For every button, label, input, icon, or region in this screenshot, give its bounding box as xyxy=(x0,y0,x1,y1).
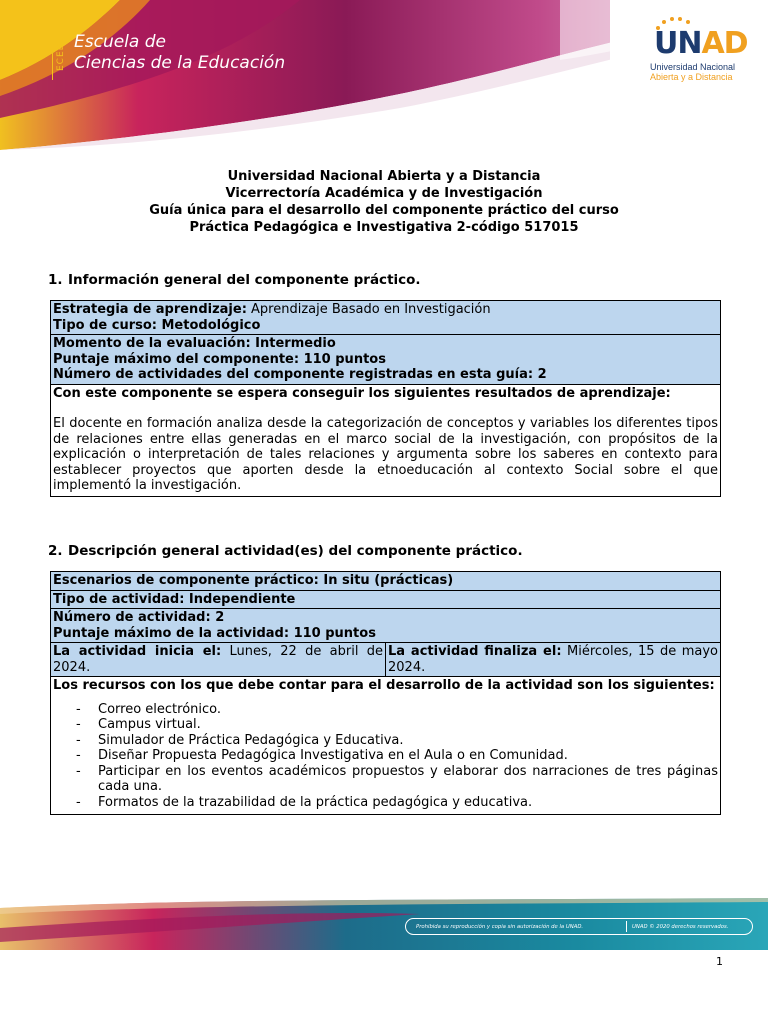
logo-wordmark xyxy=(650,22,750,62)
outcomes-heading: Con este componente se espera conseguir los siguientes resultados de aprendizaje: xyxy=(53,385,671,401)
end-label: La actividad finaliza el: xyxy=(388,644,562,659)
page-number: 1 xyxy=(716,955,723,968)
list-item: - Participar en los eventos académicos propuestos y elaborar dos narraciones de tres páginas cada una. xyxy=(53,764,718,795)
activity-score-cell xyxy=(51,609,721,643)
general-info-table xyxy=(50,300,721,497)
table-row xyxy=(51,677,721,815)
list-item: - Formatos de la trazabilidad de la práctica pedagógica y educativa. xyxy=(53,795,718,811)
title-line-1: Universidad Nacional Abierta y a Distancia xyxy=(227,169,541,184)
resources-heading: Los recursos con los que debe contar para el desarrollo de la actividad son los siguientes: xyxy=(53,678,715,693)
strategy-value: Aprendizaje Basado en Investigación xyxy=(246,302,491,317)
table-row xyxy=(51,572,721,591)
footer-copyright: UNAD © 2020 derechos reservados. xyxy=(632,923,729,930)
resources-list xyxy=(53,702,718,811)
title-line-3: Guía única para el desarrollo del componente práctico del curso xyxy=(149,203,619,218)
school-branding xyxy=(52,26,285,80)
title-line-4: Práctica Pedagógica e Investigativa 2-código 517015 xyxy=(189,220,579,235)
footer-banner xyxy=(0,898,768,950)
section-1-number: 1. xyxy=(48,272,63,288)
school-name-line2: Ciencias de la Educación xyxy=(74,53,286,73)
section-2-title: Descripción general actividad(es) del componente práctico. xyxy=(68,543,523,559)
activities-count: Número de actividades del componente registradas en esta guía: 2 xyxy=(53,367,547,382)
evaluation-moment: Momento de la evaluación: Intermedio xyxy=(53,336,336,351)
table-row xyxy=(51,335,721,385)
footer-notice-pill xyxy=(405,918,753,935)
ecedu-label: ECEDU xyxy=(52,26,66,80)
title-line-2: Vicerrectoría Académica y de Investigación xyxy=(225,186,543,201)
component-max-score: Puntaje máximo del componente: 110 puntos xyxy=(53,351,386,367)
table-row xyxy=(51,590,721,609)
table-row xyxy=(51,643,721,677)
document-title-block xyxy=(0,168,768,236)
unad-logo xyxy=(650,22,750,82)
list-item: - Simulador de Práctica Pedagógica y Educativa. xyxy=(53,733,718,749)
table-row xyxy=(51,609,721,643)
logo-subtitle-1: Universidad Nacional xyxy=(650,62,736,72)
logo-wordmark-un: UN xyxy=(654,26,702,61)
school-name xyxy=(74,32,285,74)
start-date-cell xyxy=(51,643,386,677)
end-date-cell xyxy=(386,643,721,677)
list-item: - Correo electrónico. xyxy=(53,702,718,718)
outcomes-cell xyxy=(51,384,721,496)
section-2-heading xyxy=(48,543,523,559)
list-item: - Diseñar Propuesta Pedagógica Investigativa en el Aula o en Comunidad. xyxy=(53,748,718,764)
activity-description-table xyxy=(50,571,721,815)
logo-subtitle-2: Abierta y a Distancia xyxy=(650,72,733,82)
section-1-heading xyxy=(48,272,421,288)
end-value: Miércoles, 15 de mayo 2024. xyxy=(388,644,718,675)
evaluation-cell xyxy=(51,335,721,385)
list-item: - Campus virtual. xyxy=(53,717,718,733)
course-type: Tipo de curso: Metodológico xyxy=(53,317,261,333)
section-2-number: 2. xyxy=(48,543,63,559)
table-row xyxy=(51,301,721,335)
start-value: Lunes, 22 de abril de 2024. xyxy=(53,644,384,675)
table-row xyxy=(51,384,721,496)
activity-max-score: Puntaje máximo de la actividad: 110 puntos xyxy=(53,625,376,641)
footer-notice: Prohibida su reproducción y copia sin autorización de la UNAD. xyxy=(416,923,584,930)
logo-wordmark-ad: AD xyxy=(701,26,748,61)
activity-type-cell: Tipo de actividad: Independiente xyxy=(51,590,721,609)
resources-cell xyxy=(51,677,721,815)
strategy-cell xyxy=(51,301,721,335)
header-banner xyxy=(0,0,768,150)
start-label: La actividad inicia el: xyxy=(53,644,222,659)
school-name-line1: Escuela de xyxy=(74,32,166,52)
strategy-label: Estrategia de aprendizaje: xyxy=(53,302,247,317)
activity-number: Número de actividad: 2 xyxy=(53,610,225,625)
section-1-title: Información general del componente práctico. xyxy=(68,272,421,288)
outcomes-text: El docente en formación analiza desde la categorización de conceptos y variables los diferentes tipos de relaciones entre ellas generadas en el marco social de la investigación, con propósitos de la explicación o interpretación de tales relaciones y argumenta sobre los saberes en contexto para establecer proyectos que aporten desde la etnoeducación al contexto Social sobre el que implementó la investigación. xyxy=(53,416,718,493)
scenarios-cell: Escenarios de componente práctico: In situ (prácticas) xyxy=(51,572,721,591)
